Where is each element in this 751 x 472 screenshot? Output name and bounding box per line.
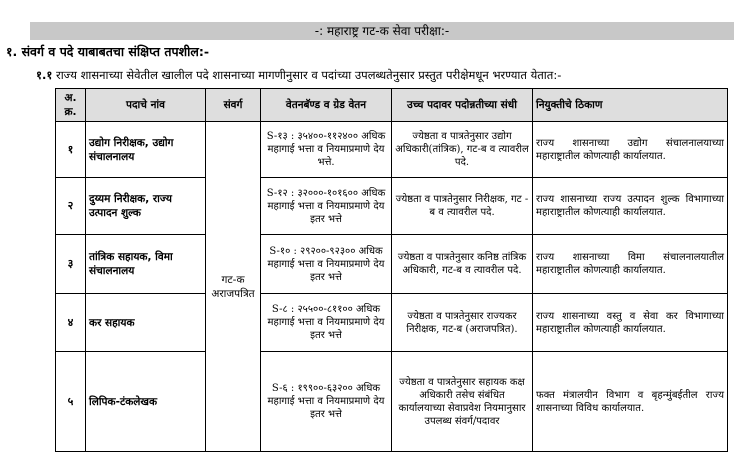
row-promotion: ज्येष्ठता व पात्रतेनुसार राज्यकर निरीक्षक, गट-ब (अराजपत्रित). bbox=[392, 294, 533, 352]
table-row bbox=[56, 294, 728, 352]
cadre-cell: गट-क अराजपत्रित bbox=[206, 122, 261, 452]
row-sr: १ bbox=[56, 122, 86, 178]
row-pay: S-१३ : ३५४००-११२४०० अधिक महागाई भत्ता व नियमाप्रमाणे देय भत्ते. bbox=[261, 122, 392, 178]
row-place: राज्य शासनाच्या उद्योग संचालनालयाच्या महाराष्ट्रातील कोणत्याही कार्यालयात. bbox=[533, 122, 728, 178]
posts-table bbox=[55, 88, 728, 452]
table-row bbox=[56, 122, 728, 178]
row-promotion: ज्येष्ठता व पात्रतेनुसार कनिष्ठ तांत्रिक अधिकारी, गट-ब व त्यावरील पदे. bbox=[392, 235, 533, 294]
exam-title-banner: -: महाराष्ट्र गट-क सेवा परीक्षा:- bbox=[30, 22, 734, 40]
subsection-text: राज्य शासनाच्या सेवेतील खालील पदे शासनाच्या मागणीनुसार व पदांच्या उपलब्धतेनुसार प्रस्तुत परीक्षेमधून भरण्यात येतात:- bbox=[56, 68, 562, 82]
row-promotion: ज्येष्ठता व पात्रतेनुसार सहायक कक्ष अधिकारी तसेच संबंधित कार्यालयाच्या सेवाप्रवेश नियमानुसार उपलब्ध संवर्ग/पदावर bbox=[392, 352, 533, 452]
row-pay: S-१० : २९२००-९२३०० अधिक महागाई भत्ता व नियमाप्रमाणे देय इतर भत्ते bbox=[261, 235, 392, 294]
header-place: नियुक्तीचे ठिकाण bbox=[533, 89, 728, 122]
subsection-number: १.१ bbox=[36, 68, 53, 82]
row-post: तांत्रिक सहायक, विमा संचालनालय bbox=[86, 235, 206, 294]
row-post: उद्योग निरीक्षक, उद्योग संचालनालय bbox=[86, 122, 206, 178]
row-sr: ३ bbox=[56, 235, 86, 294]
header-cadre: संवर्ग bbox=[206, 89, 261, 122]
row-pay: S-१२ : ३२०००-१०१६०० अधिक महागाई भत्ता व नियमाप्रमाणे देय इतर भत्ते bbox=[261, 178, 392, 235]
table-row bbox=[56, 178, 728, 235]
header-post-name: पदाचे नांव bbox=[86, 89, 206, 122]
row-place: राज्य शासनाच्या वस्तु व सेवा कर विभागाच्या महाराष्ट्रातील कोणत्याही कार्यालयात. bbox=[533, 294, 728, 352]
header-pay-band: वेतनबॅण्ड व ग्रेड वेतन bbox=[261, 89, 392, 122]
subsection-heading bbox=[36, 68, 561, 83]
section-heading: १. संवर्ग व पदे याबाबतचा संक्षिप्त तपशील:- bbox=[6, 44, 210, 59]
row-sr: ४ bbox=[56, 294, 86, 352]
row-post: कर सहायक bbox=[86, 294, 206, 352]
table-row bbox=[56, 352, 728, 452]
row-place: राज्य शासनाच्या विमा संचालनालयातील महाराष्ट्रातील कोणत्याही कार्यालयात. bbox=[533, 235, 728, 294]
row-pay: S-६ : १९९००-६३२०० अधिक महागाई भत्ता व नियमाप्रमाणे देय इतर भत्ते bbox=[261, 352, 392, 452]
row-sr: २ bbox=[56, 178, 86, 235]
table-header-row bbox=[56, 89, 728, 122]
row-promotion: ज्येष्ठता व पात्रतेनुसार निरीक्षक, गट - ब व त्यावरील पदे. bbox=[392, 178, 533, 235]
row-post: दुय्यम निरीक्षक, राज्य उत्पादन शुल्क bbox=[86, 178, 206, 235]
header-sr-no: अ. क्र. bbox=[56, 89, 86, 122]
row-pay: S-८ : २५५००-८११०० अधिक महागाई भत्ता व नियमाप्रमाणे देय इतर भत्ते bbox=[261, 294, 392, 352]
table-row bbox=[56, 235, 728, 294]
row-post: लिपिक-टंकलेखक bbox=[86, 352, 206, 452]
row-sr: ५ bbox=[56, 352, 86, 452]
header-promotion: उच्च पदावर पदोन्नतीच्या संधी bbox=[392, 89, 533, 122]
row-promotion: ज्येष्ठता व पात्रतेनुसार उद्योग अधिकारी(तांत्रिक), गट-ब व त्यावरील पदे. bbox=[392, 122, 533, 178]
row-place: राज्य शासनाच्या राज्य उत्पादन शुल्क विभागाच्या महाराष्ट्रातील कोणत्याही कार्यालयात. bbox=[533, 178, 728, 235]
row-place: फक्त मंत्रालयीन विभाग व बृहन्मुंबईतील राज्य शासनाच्या विविध कार्यालयात. bbox=[533, 352, 728, 452]
